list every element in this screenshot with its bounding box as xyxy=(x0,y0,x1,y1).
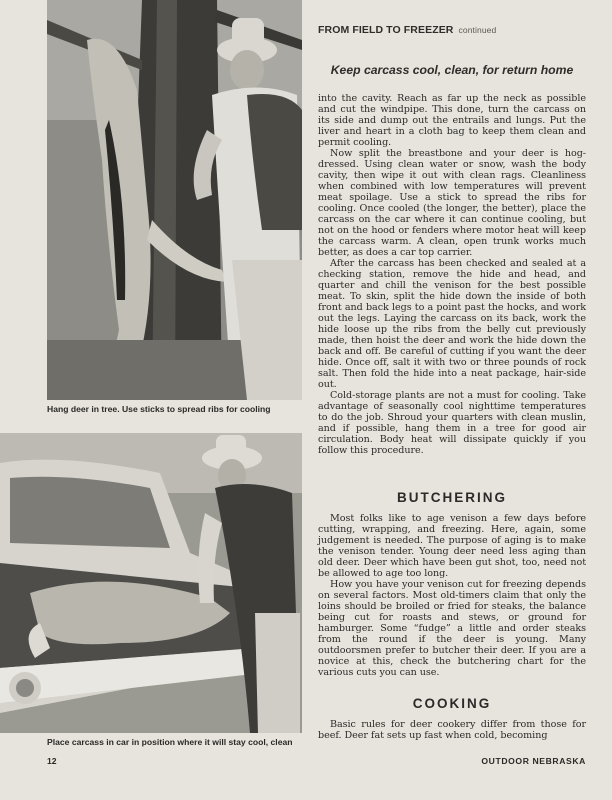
article-body-cooking xyxy=(318,719,586,741)
heading-butchering: BUTCHERING xyxy=(397,490,507,505)
carcass-in-car-illustration xyxy=(0,433,302,733)
page-number: 12 xyxy=(47,756,57,766)
photo-deer-hanging-in-tree xyxy=(47,0,302,400)
series-title: FROM FIELD TO FREEZER xyxy=(318,24,454,36)
article-body-intro xyxy=(318,93,586,456)
caption-top-photo: Hang deer in tree. Use sticks to spread ribs for cooling xyxy=(47,404,271,414)
section-subtitle: Keep carcass cool, clean, for return home xyxy=(330,63,574,77)
series-header xyxy=(318,24,496,36)
paragraph: How you have your venison cut for freezing depends on several factors. Most old-timers claim that only the loins should be broiled or fried for steaks, the balance being cut for roasts and stews, or ground for hamburger. Some “fudge” a little and order steaks from the round if the deer is young. Many outdoorsmen prefer to butcher their deer. If you are a novice at this, check the butchering chart for the various cuts you can use. xyxy=(318,579,586,678)
paragraph: After the carcass has been checked and sealed at a checking station, remove the hide and head, and quarter and chill the venison for the best possible meat. To skin, split the hide down the inside of both front and back legs to a point past the hocks, and work out the legs. Laying the carcass on its back, work the hide loose up the ribs from the belly cut previously made, then hoist the deer and work the hide down the back and off. Be careful of cutting if you want the deer hide. Once off, salt it with two or three pounds of rock salt. Then fold the hide into a neat package, hair-side out. xyxy=(318,258,586,390)
magazine-name: OUTDOOR NEBRASKA xyxy=(481,756,586,766)
article-body-butchering xyxy=(318,513,586,678)
heading-cooking: COOKING xyxy=(412,696,492,711)
photo-carcass-in-car-trunk xyxy=(0,433,302,733)
caption-bottom-photo: Place carcass in car in position where it will stay cool, clean xyxy=(47,737,293,747)
paragraph: Cold-storage plants are not a must for cooling. Take advantage of seasonally cool nighttime temperatures to do the job. Shroud your quarters with clean muslin, and if possible, hang them in a tree for good air circulation. Body heat will dissipate quickly if you follow this procedure. xyxy=(318,390,586,456)
paragraph: Now split the breastbone and your deer is hog-dressed. Using clean water or snow, wash the body cavity, then wipe it out with clean rags. Cleanliness when combined with low temperatures will prevent meat spoilage. Use a stick to spread the ribs for cooling. Once cooled (the longer, the better), place the carcass on the car where it can continue cooling, but not on the hood or fenders where motor heat will keep the carcass warm. A clean, open trunk works much better, as does a car top carrier. xyxy=(318,148,586,258)
paragraph: into the cavity. Reach as far up the neck as possible and cut the windpipe. This done, turn the carcass on its side and dump out the entrails and lungs. Put the liver and heart in a cloth bag to keep them clean and permit cooling. xyxy=(318,93,586,148)
paragraph: Most folks like to age venison a few days before cutting, wrapping, and freezing. Here, again, some judgement is needed. The purpose of aging is to make the venison tender. Young deer need less aging than old deer. Deer which have been gut shot, too, need not be allowed to age too long. xyxy=(318,513,586,579)
deer-in-tree-illustration xyxy=(47,0,302,400)
paragraph: Basic rules for deer cookery differ from those for beef. Deer fat sets up fast when cold, becoming xyxy=(318,719,586,741)
continued-label: continued xyxy=(458,25,497,35)
